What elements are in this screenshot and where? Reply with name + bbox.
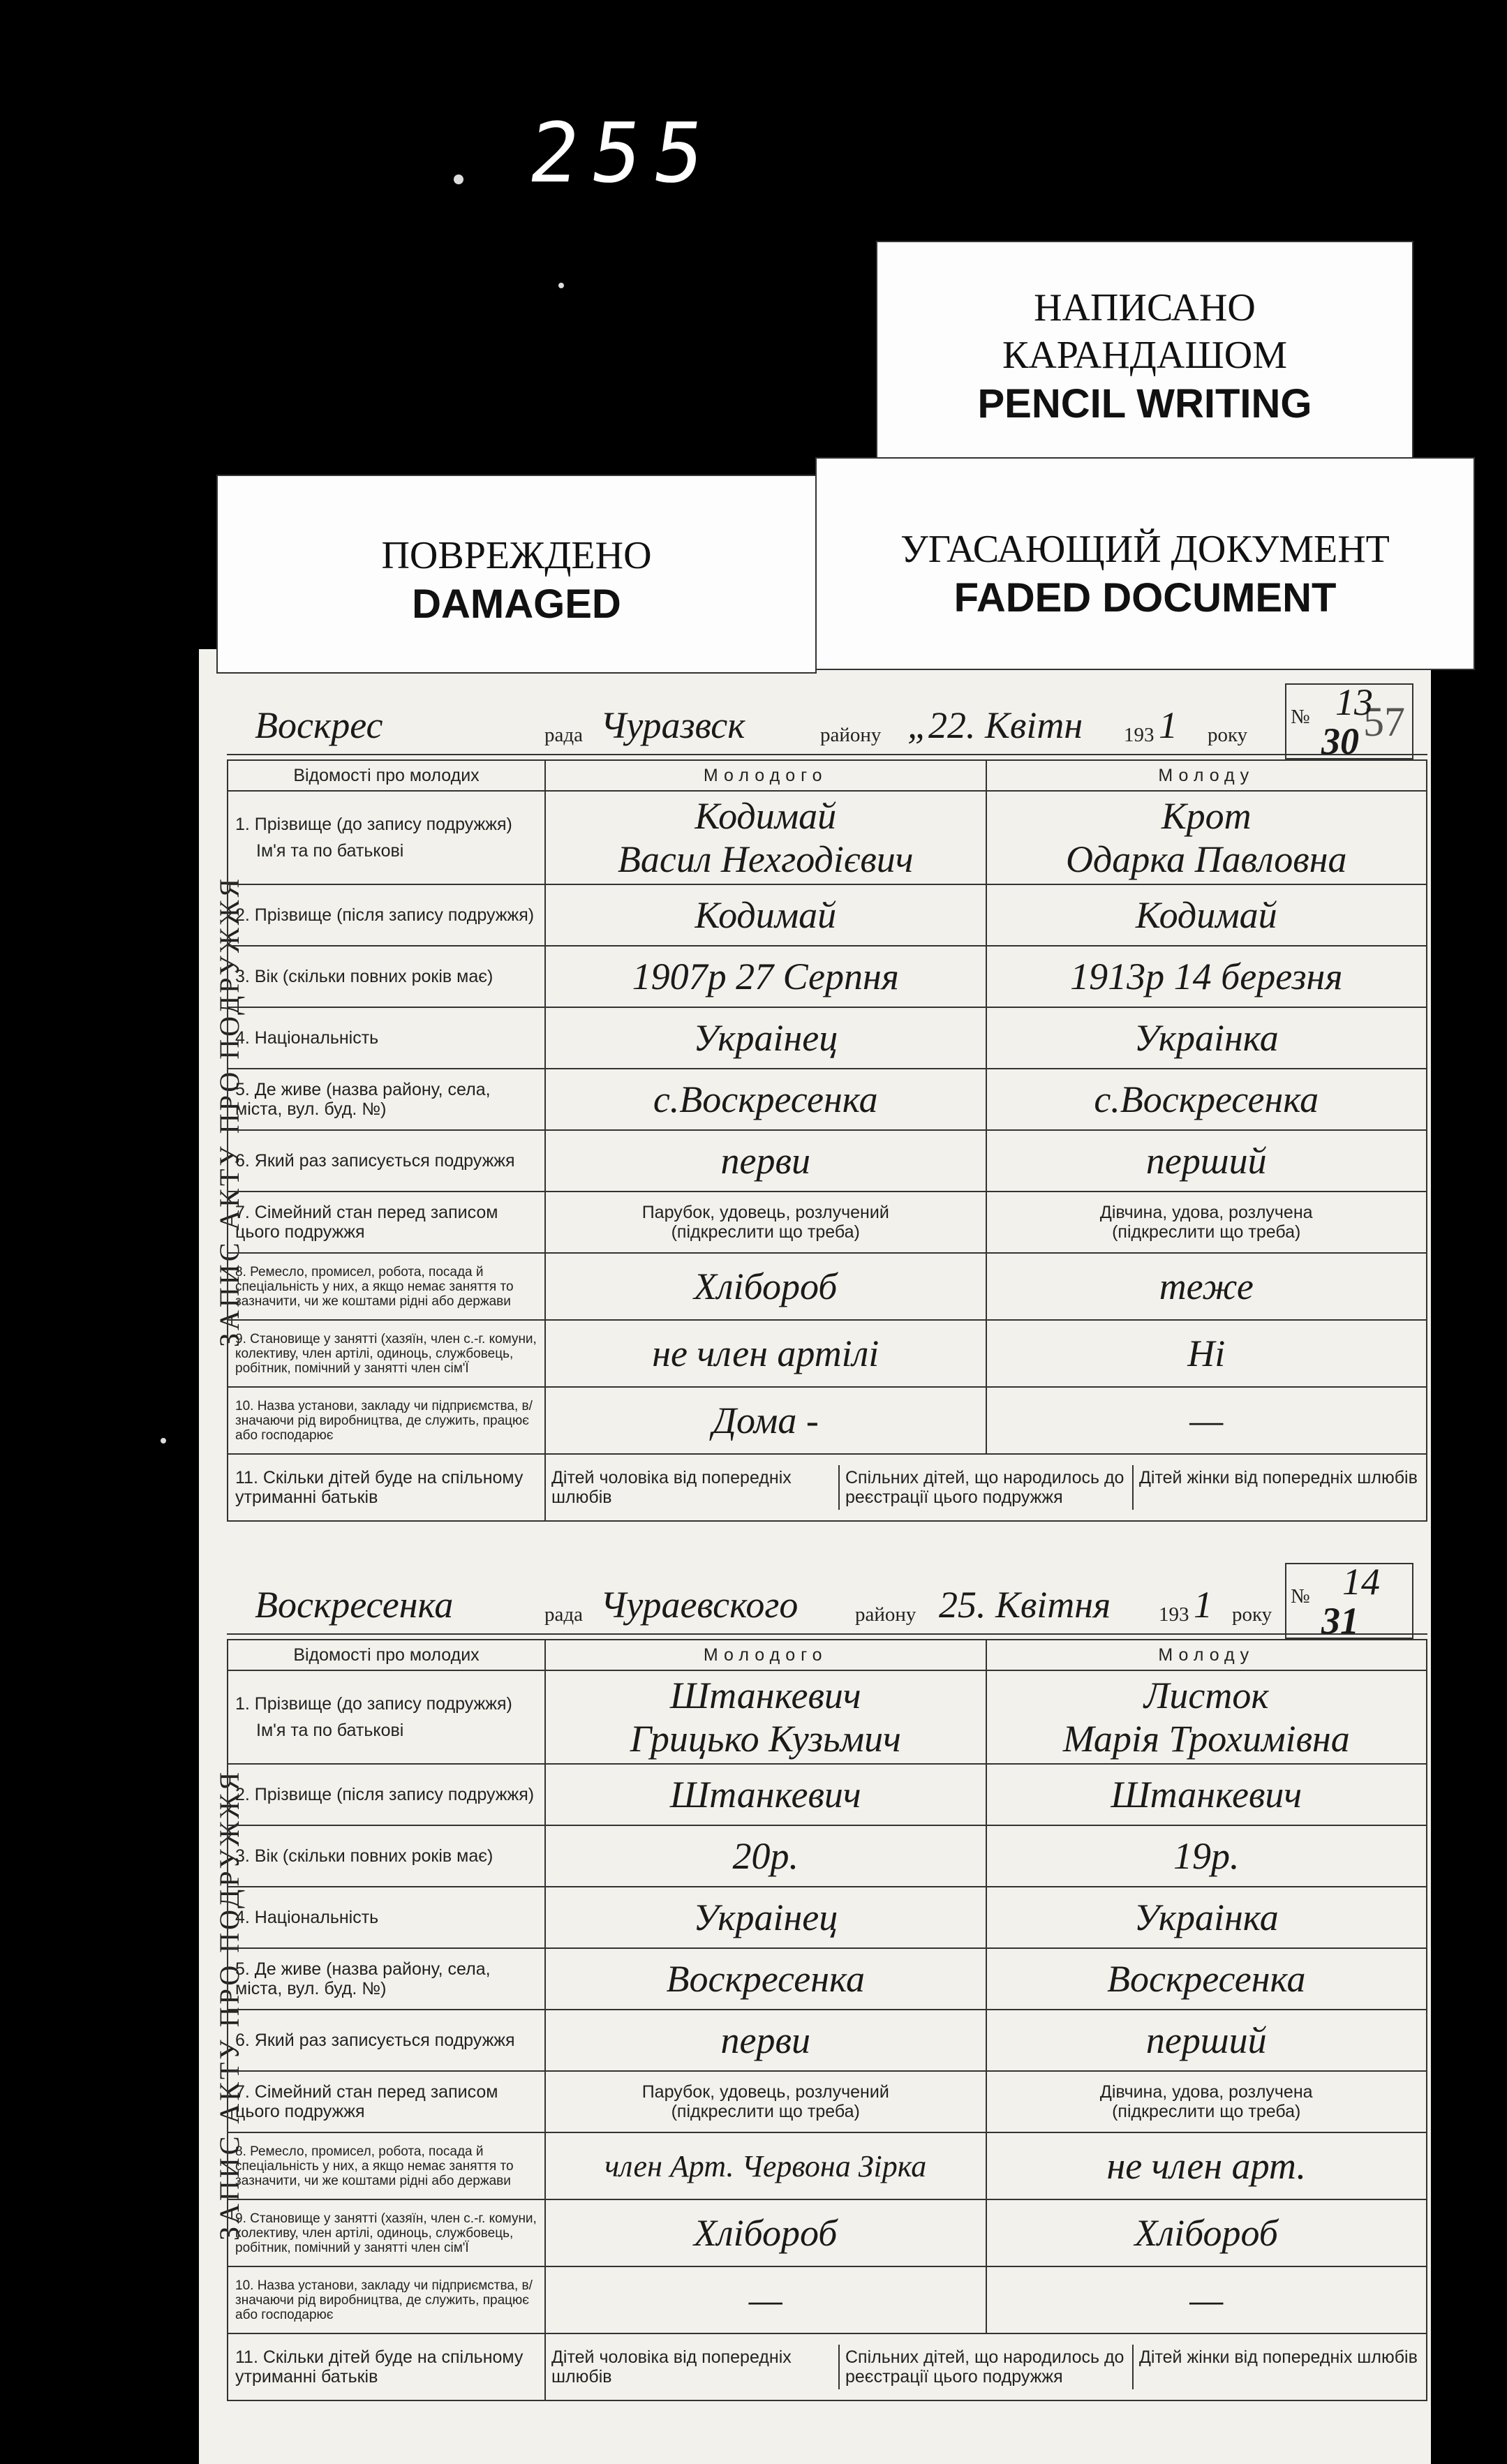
record-table [227, 1639, 1427, 2401]
number-label: № [1291, 706, 1310, 728]
bride-name: Одарка Павловна [1065, 838, 1347, 880]
children-groom: Дітей чоловіка від попередніх шлюбів [546, 2345, 840, 2389]
pencil-ru-text: НАПИСАНО КАРАНДАШОМ [1002, 286, 1288, 377]
damaged-en-text: DAMAGED [412, 581, 621, 627]
row-label-1: 1. Прізвище (до запису подружжя) Ім'я та по батькові [228, 791, 545, 884]
bride-status-note: (підкреслити що треба) [1112, 2102, 1301, 2121]
rayon-label: району [855, 1603, 916, 1626]
groom-age: 20р. [545, 1825, 986, 1887]
bride-surname: Крот [1161, 795, 1252, 837]
children-cell [545, 1454, 1427, 1521]
groom-status: Парубок, удовець, розлучений [641, 2082, 889, 2102]
bride-residence: Воскресенка [986, 1948, 1427, 2010]
bride-surname-after: Штанкевич [986, 1764, 1427, 1825]
groom-status-note: (підкреслити що треба) [671, 1222, 860, 1242]
rayon-label: району [820, 724, 882, 746]
groom-position: не член артілі [545, 1320, 986, 1387]
groom-nationality: Украінец [545, 1007, 986, 1069]
archive-number: 255 [523, 105, 723, 201]
children-bride: Дітей жінки від попередніх шлюбів [1139, 2347, 1418, 2367]
groom-name: Васил Нехгодієвич [617, 838, 914, 880]
bride-position: Ні [986, 1320, 1427, 1387]
row-label-5: 5. Де живе (назва району, села, міста, вул. буд. №) [228, 1069, 545, 1130]
bride-status-cell [986, 2071, 1427, 2132]
groom-surname-after: Штанкевич [545, 1764, 986, 1825]
groom-status-cell [545, 1192, 986, 1253]
rik-label: року [1208, 724, 1248, 746]
row-label-1: 1. Прізвище (до запису подружжя) Ім'я та по батькові [228, 1670, 545, 1764]
record-number-extra: 30 [1321, 720, 1359, 762]
groom-nationality: Украінец [545, 1887, 986, 1948]
groom-name: Грицько Кузьмич [630, 1718, 901, 1760]
record-2 [227, 1561, 1427, 2401]
record-number-box [1285, 681, 1413, 762]
bride-nationality: Украінка [986, 1887, 1427, 1948]
groom-name-cell [545, 1670, 986, 1764]
bride-residence: с.Воскресенка [986, 1069, 1427, 1130]
children-groom: Дітей чоловіка від попередніх шлюбів [546, 1465, 840, 1510]
bride-name: Марія Трохимівна [1062, 1718, 1350, 1760]
row-label-8: 8. Ремесло, промисел, робота, посада й спеціальність у них, а якщо немає заняття то зазначити, чи же коштами рідні або держави [228, 2132, 545, 2199]
marriage-register-sheet [199, 649, 1431, 2464]
row-label-2: 2. Прізвище (після запису подружжя) [228, 884, 545, 946]
children-common: Спільних дітей, що народилось до реєстрації цього подружжя [840, 2345, 1134, 2389]
year-suffix: 1 [1159, 704, 1178, 746]
bride-name-cell [986, 1670, 1427, 1764]
row-label-10: 10. Назва установи, закладу чи підприємства, в/значаючи рід виробництва, де служить, працює або господарює [228, 1387, 545, 1454]
rada-value: Воскресенка [255, 1584, 454, 1626]
row-label-4: 4. Національність [228, 1007, 545, 1069]
groom-status-note: (підкреслити що треба) [671, 2102, 860, 2121]
bride-position: Хлібороб [986, 2199, 1427, 2266]
bride-status-note: (підкреслити що треба) [1112, 1222, 1301, 1242]
row-label-5: 5. Де живе (назва району, села, міста, вул. буд. №) [228, 1948, 545, 2010]
faded-card [815, 457, 1475, 670]
row-label-7: 7. Сімейний стан перед записом цього подружжя [228, 2071, 545, 2132]
col-info: Відомості про молодих [228, 760, 545, 791]
groom-residence: с.Воскресенка [545, 1069, 986, 1130]
col-bride: Молоду [986, 760, 1427, 791]
row-label-11: 11. Скільки дітей буде на спільному утриманні батьків [228, 1454, 545, 1521]
groom-times: перви [545, 2010, 986, 2071]
dust-speck [161, 1438, 166, 1443]
row-label-9: 9. Становище у занятті (хазяїн, член с.-г. комуни, колективу, член артілі, одиноць, службовець, робітник, помічний у занятті член сім'Ї [228, 2199, 545, 2266]
year-suffix: 1 [1194, 1584, 1212, 1626]
groom-surname: Штанкевич [669, 1675, 861, 1716]
faded-en-text: FADED DOCUMENT [953, 575, 1337, 621]
groom-status-cell [545, 2071, 986, 2132]
dust-speck [558, 283, 564, 288]
rik-label: року [1232, 1603, 1272, 1626]
bride-name-cell [986, 791, 1427, 884]
year-label: 193 [1124, 724, 1155, 746]
row-label-6: 6. Який раз записується подружжя [228, 2010, 545, 2071]
record-header [227, 1561, 1427, 1642]
damaged-card [216, 475, 817, 674]
record-number-extra: 31 [1321, 1600, 1359, 1642]
groom-workplace: — [545, 2266, 986, 2333]
record-1 [227, 681, 1427, 1522]
bride-status-cell [986, 1192, 1427, 1253]
faded-ru-text: УГАСАЮЩИЙ ДОКУМЕНТ [900, 528, 1390, 571]
children-bride: Дітей жінки від попередніх шлюбів [1139, 1468, 1418, 1487]
row-label-3: 3. Вік (скільки повних років має) [228, 1825, 545, 1887]
bride-status: Дівчина, удова, розлучена [1099, 1203, 1313, 1222]
row-label-3: 3. Вік (скільки повних років має) [228, 946, 545, 1007]
record-number-box [1285, 1561, 1413, 1642]
date-value: 25. Квітня [939, 1584, 1111, 1626]
groom-surname: Кодимай [695, 795, 837, 837]
record-number: 13 [1335, 681, 1373, 723]
bride-times: перший [986, 1130, 1427, 1192]
pencil-writing-card [876, 241, 1413, 471]
rada-label: рада [544, 1603, 583, 1626]
groom-times: перви [545, 1130, 986, 1192]
bride-age: 19р. [986, 1825, 1427, 1887]
dust-speck [454, 175, 463, 184]
row-label-10: 10. Назва установи, закладу чи підприємства, в/значаючи рід виробництва, де служить, працює або господарює [228, 2266, 545, 2333]
record-table [227, 759, 1427, 1522]
rada-value: Воскрес [255, 704, 383, 746]
bride-workplace: — [986, 1387, 1427, 1454]
groom-residence: Воскресенка [545, 1948, 986, 2010]
bride-occupation: теже [986, 1253, 1427, 1320]
children-common: Спільних дітей, що народилось до реєстрації цього подружжя [840, 1465, 1134, 1510]
bride-age: 1913р 14 березня [986, 946, 1427, 1007]
bride-surname: Листок [1143, 1675, 1269, 1716]
bride-surname-after: Кодимай [986, 884, 1427, 946]
bride-status: Дівчина, удова, розлучена [1099, 2082, 1313, 2102]
row-label-6: 6. Який раз записується подружжя [228, 1130, 545, 1192]
edge-mark: 57 [1363, 699, 1405, 745]
groom-workplace: Дома - [545, 1387, 986, 1454]
rayon-value: Чуразвск [600, 704, 745, 746]
groom-name-cell [545, 791, 986, 884]
groom-surname-after: Кодимай [545, 884, 986, 946]
row-label-8: 8. Ремесло, промисел, робота, посада й спеціальність у них, а якщо немає заняття то зазначити, чи же коштами рідні або держави [228, 1253, 545, 1320]
col-groom: Молодого [545, 1640, 986, 1670]
side-title-1: ЗАПИС АКТУ ПРО ПОДРУЖЖЯ [214, 875, 245, 1347]
row-label-9: 9. Становище у занятті (хазяїн, член с.-г. комуни, колективу, член артілі, одиноць, службовець, робітник, помічний у занятті член сім'Ї [228, 1320, 545, 1387]
row-label-7: 7. Сімейний стан перед записом цього подружжя [228, 1192, 545, 1253]
date-value: „22. Квітн [907, 704, 1083, 746]
groom-status: Парубок, удовець, розлучений [641, 1203, 889, 1222]
bride-times: перший [986, 2010, 1427, 2071]
col-info: Відомості про молодих [228, 1640, 545, 1670]
groom-occupation: Хлібороб [545, 1253, 986, 1320]
damaged-ru-text: ПОВРЕЖДЕНО [381, 534, 652, 577]
row-label-2: 2. Прізвище (після запису подружжя) [228, 1764, 545, 1825]
bride-workplace: — [986, 2266, 1427, 2333]
groom-occupation: член Арт. Червона Зірка [545, 2132, 986, 2199]
children-cell [545, 2333, 1427, 2400]
row-label-4: 4. Національність [228, 1887, 545, 1948]
bride-occupation: не член арт. [986, 2132, 1427, 2199]
groom-position: Хлібороб [545, 2199, 986, 2266]
rayon-value: Чураевского [600, 1584, 799, 1626]
row-label-11: 11. Скільки дітей буде на спільному утриманні батьків [228, 2333, 545, 2400]
side-title-2: ЗАПИС АКТУ ПРО ПОДРУЖЖЯ [214, 1769, 245, 2241]
record-number: 14 [1342, 1561, 1380, 1603]
bride-nationality: Украінка [986, 1007, 1427, 1069]
year-label: 193 [1159, 1603, 1189, 1626]
col-groom: Молодого [545, 760, 986, 791]
groom-age: 1907р 27 Серпня [545, 946, 986, 1007]
record-header [227, 681, 1427, 762]
rada-label: рада [544, 724, 583, 746]
col-bride: Молоду [986, 1640, 1427, 1670]
pencil-en-text: PENCIL WRITING [977, 381, 1312, 426]
number-label: № [1291, 1585, 1310, 1608]
